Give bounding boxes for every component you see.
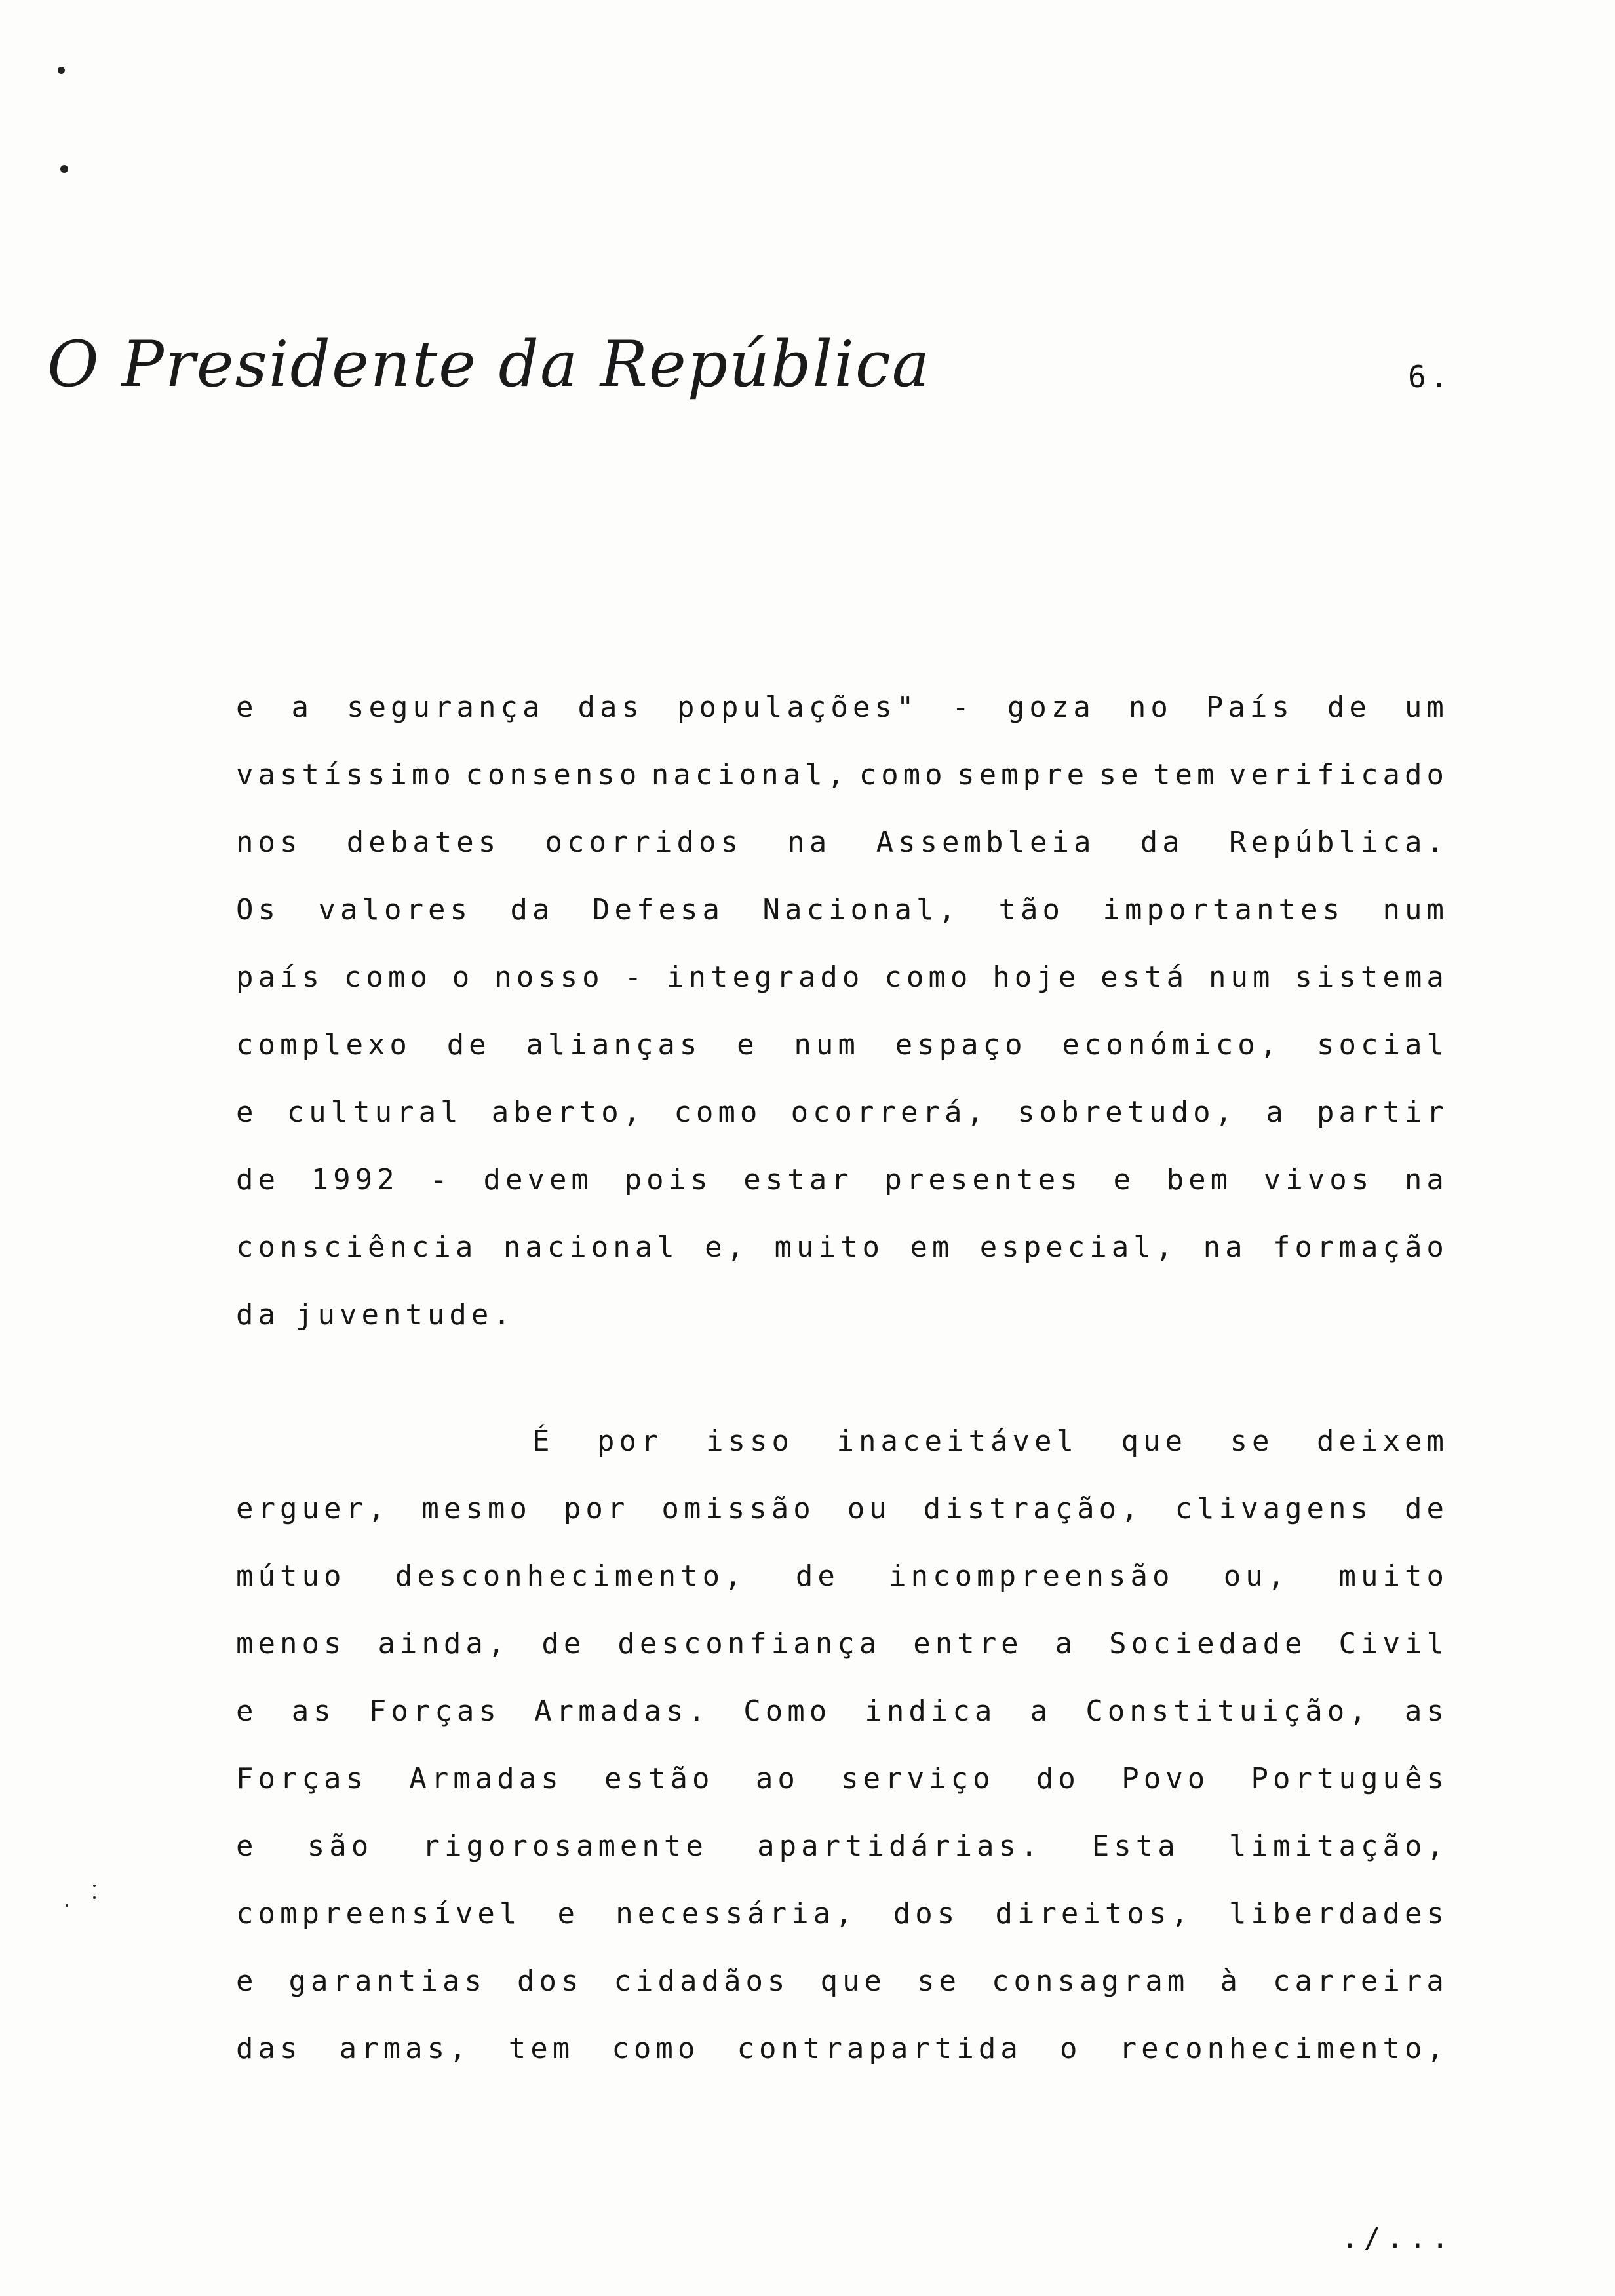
text-line <box>236 1745 1449 1812</box>
scan-speck <box>60 165 68 173</box>
text-word: 1992 <box>311 1163 399 1196</box>
text-word: o <box>1059 2032 1082 2065</box>
text-word: juventude. <box>295 1298 515 1331</box>
text-word: garantias <box>288 1964 486 1998</box>
continuation-mark: ./... <box>1341 2221 1454 2255</box>
text-word: vivos <box>1263 1163 1374 1196</box>
text-line <box>236 876 1449 944</box>
text-line <box>236 741 1449 809</box>
text-word: liberdades <box>1229 1897 1449 1930</box>
text-word: Armadas <box>409 1762 563 1795</box>
text-line <box>236 1407 1449 1475</box>
text-line <box>236 1610 1449 1677</box>
text-word: entre <box>913 1627 1023 1660</box>
text-word: se <box>1099 758 1143 792</box>
text-word: nos <box>236 826 302 859</box>
text-word: segurança <box>347 691 545 724</box>
text-word: omissão <box>661 1492 815 1525</box>
text-word: serviço <box>841 1762 995 1795</box>
text-word: ou, <box>1223 1559 1290 1593</box>
text-word: direitos, <box>995 1897 1193 1930</box>
text-word: de <box>795 1559 840 1593</box>
text-word: e <box>236 1694 258 1728</box>
text-word: mútuo <box>236 1559 346 1593</box>
text-word: vastíssimo <box>236 758 456 792</box>
text-word: populações" <box>676 691 919 724</box>
text-word: Armadas. <box>534 1694 710 1728</box>
text-word: as <box>291 1694 336 1728</box>
text-word: por <box>563 1492 630 1525</box>
text-word: sobretudo, <box>1017 1096 1237 1129</box>
text-word: consagram <box>991 1964 1190 1998</box>
text-word: hoje <box>992 961 1081 994</box>
text-word: cultural <box>286 1096 463 1129</box>
text-word: desconhecimento, <box>395 1559 747 1593</box>
text-word: como <box>674 1096 762 1129</box>
text-word: como <box>343 961 432 994</box>
text-word: social <box>1317 1028 1449 1062</box>
text-word: num <box>794 1028 860 1062</box>
text-line <box>236 809 1449 876</box>
scan-speck <box>93 1885 96 1887</box>
text-word: País <box>1205 691 1294 724</box>
text-word: na <box>1203 1231 1247 1264</box>
text-word: das <box>577 691 644 724</box>
text-word: e <box>236 691 258 724</box>
text-word: goza <box>1007 691 1095 724</box>
text-word: Povo <box>1121 1762 1210 1795</box>
text-word: reconhecimento, <box>1119 2032 1449 2065</box>
text-word: como <box>612 2032 700 2065</box>
text-word: da <box>1140 826 1184 859</box>
text-word: num <box>1382 893 1449 927</box>
text-word: muito <box>774 1231 884 1264</box>
text-line <box>236 1677 1449 1745</box>
text-word: apartidárias. <box>757 1829 1043 1863</box>
text-line <box>236 1011 1449 1079</box>
text-word: contrapartida <box>737 2032 1022 2065</box>
text-word: e <box>737 1028 759 1062</box>
text-word: - <box>624 961 647 994</box>
text-word: do <box>1036 1762 1080 1795</box>
text-line <box>236 1475 1449 1542</box>
text-word: consciência <box>236 1231 478 1264</box>
text-word: especial, <box>979 1231 1178 1264</box>
text-word: desconfiança <box>617 1627 882 1660</box>
text-word: a <box>1030 1694 1053 1728</box>
paragraph-1 <box>236 674 1449 1349</box>
text-word: armas, <box>339 2032 471 2065</box>
text-word: a <box>1266 1096 1288 1129</box>
text-word: por <box>597 1425 663 1458</box>
text-word: económico, <box>1062 1028 1282 1062</box>
text-word: cidadãos <box>613 1964 790 1998</box>
text-word: Como <box>743 1694 832 1728</box>
text-word: dos <box>893 1897 960 1930</box>
text-word: estão <box>604 1762 714 1795</box>
text-word: formação <box>1273 1231 1449 1264</box>
text-word: de <box>1327 691 1371 724</box>
text-word: Defesa <box>593 893 724 927</box>
text-word: ao <box>755 1762 800 1795</box>
text-word: ou <box>847 1492 891 1525</box>
text-word: limitação, <box>1229 1829 1449 1863</box>
text-word: que <box>1121 1425 1187 1458</box>
page-number: 6. <box>1408 359 1452 394</box>
text-word: verificado <box>1229 758 1449 792</box>
text-word: devem <box>483 1163 593 1196</box>
text-word: debates <box>346 826 501 859</box>
text-word: incompreensão <box>889 1559 1175 1593</box>
text-line <box>236 1880 1449 1947</box>
text-word: pois <box>624 1163 712 1196</box>
text-word: mesmo <box>421 1492 532 1525</box>
text-word: - <box>430 1163 452 1196</box>
text-word: e <box>236 1096 258 1129</box>
text-word: sistema <box>1294 961 1449 994</box>
text-word: compreensível <box>236 1897 522 1930</box>
text-word: que <box>820 1964 886 1998</box>
text-word: num <box>1209 961 1275 994</box>
text-line <box>236 1281 1449 1349</box>
text-line <box>236 674 1449 741</box>
text-word: à <box>1220 1964 1242 1998</box>
text-word: de <box>1405 1492 1449 1525</box>
text-word: são <box>307 1829 374 1863</box>
text-word: erguer, <box>236 1492 390 1525</box>
text-line <box>236 2015 1449 2082</box>
text-line <box>236 1812 1449 1880</box>
text-word: e, <box>705 1231 749 1264</box>
text-word: ocorrerá, <box>790 1096 988 1129</box>
scan-speck <box>93 1896 96 1899</box>
text-word: como <box>859 758 947 792</box>
text-word: nosso <box>494 961 604 994</box>
text-word: indica <box>865 1694 997 1728</box>
text-word: importantes <box>1102 893 1344 927</box>
text-word: da <box>236 1298 280 1331</box>
text-word: de <box>541 1627 586 1660</box>
text-word: carreira <box>1272 1964 1449 1998</box>
text-word: valores <box>318 893 472 927</box>
text-word: muito <box>1338 1559 1449 1593</box>
text-line <box>236 1079 1449 1146</box>
text-word: Os <box>236 893 280 927</box>
letterhead-signature: O Presidente da República <box>47 328 931 401</box>
text-line <box>236 1146 1449 1214</box>
text-word: na <box>787 826 832 859</box>
text-word: está <box>1100 961 1189 994</box>
text-word: nacional, <box>651 758 849 792</box>
text-word: e <box>557 1897 580 1930</box>
text-word: Constituição, <box>1085 1694 1371 1728</box>
text-word: presentes <box>884 1163 1082 1196</box>
text-line <box>236 1947 1449 2015</box>
text-word: se <box>916 1964 961 1998</box>
text-word: de <box>446 1028 491 1062</box>
text-word: deixem <box>1317 1425 1449 1458</box>
text-word: Civil <box>1338 1627 1449 1660</box>
text-word: um <box>1404 691 1449 724</box>
scan-speck <box>66 1904 68 1907</box>
text-word: menos <box>236 1627 346 1660</box>
text-word: complexo <box>236 1028 412 1062</box>
text-word: a <box>291 691 314 724</box>
text-word: no <box>1128 691 1173 724</box>
text-line <box>236 1542 1449 1610</box>
text-word: bem <box>1166 1163 1233 1196</box>
text-word: país <box>236 961 324 994</box>
text-word: tem <box>1153 758 1219 792</box>
text-word: na <box>1404 1163 1449 1196</box>
text-word: espaço <box>895 1028 1027 1062</box>
text-word: tão <box>998 893 1064 927</box>
text-word: das <box>236 2032 302 2065</box>
text-word: clivagens <box>1175 1492 1373 1525</box>
text-word: Forças <box>236 1762 368 1795</box>
text-word: República. <box>1229 826 1449 859</box>
text-word: e <box>1113 1163 1135 1196</box>
text-word: Esta <box>1091 1829 1180 1863</box>
text-word: o <box>452 961 475 994</box>
text-word: de <box>236 1163 280 1196</box>
scan-speck <box>58 67 65 74</box>
text-word: distração, <box>923 1492 1143 1525</box>
text-word: sempre <box>957 758 1089 792</box>
text-word: estar <box>743 1163 853 1196</box>
text-word: alianças <box>526 1028 702 1062</box>
text-word: nacional <box>503 1231 679 1264</box>
text-word: ocorridos <box>545 826 743 859</box>
text-word: Forças <box>368 1694 501 1728</box>
text-word: dos <box>516 1964 583 1998</box>
text-word: a <box>1055 1627 1078 1660</box>
text-word: consenso <box>465 758 642 792</box>
text-word: as <box>1404 1694 1449 1728</box>
text-word: como <box>884 961 973 994</box>
text-word: Assembleia <box>876 826 1096 859</box>
text-word: rigorosamente <box>422 1829 708 1863</box>
text-word: e <box>236 1964 258 1998</box>
text-word: Sociedade <box>1109 1627 1307 1660</box>
text-word: integrado <box>667 961 865 994</box>
text-line <box>236 944 1449 1011</box>
text-word: se <box>1230 1425 1274 1458</box>
text-word: ainda, <box>378 1627 510 1660</box>
text-word: Nacional, <box>762 893 960 927</box>
paragraph-2 <box>236 1407 1449 2082</box>
text-word: da <box>510 893 555 927</box>
text-word: isso <box>706 1425 794 1458</box>
text-word: necessária, <box>615 1897 857 1930</box>
text-word: - <box>952 691 974 724</box>
text-word: partir <box>1316 1096 1449 1129</box>
text-word: Português <box>1251 1762 1449 1795</box>
text-word: inaceitável <box>836 1425 1078 1458</box>
text-word: tem <box>508 2032 575 2065</box>
text-line <box>236 1214 1449 1281</box>
text-word: aberto, <box>491 1096 646 1129</box>
text-word: É <box>532 1425 555 1458</box>
text-word: em <box>910 1231 954 1264</box>
text-word: e <box>236 1829 258 1863</box>
